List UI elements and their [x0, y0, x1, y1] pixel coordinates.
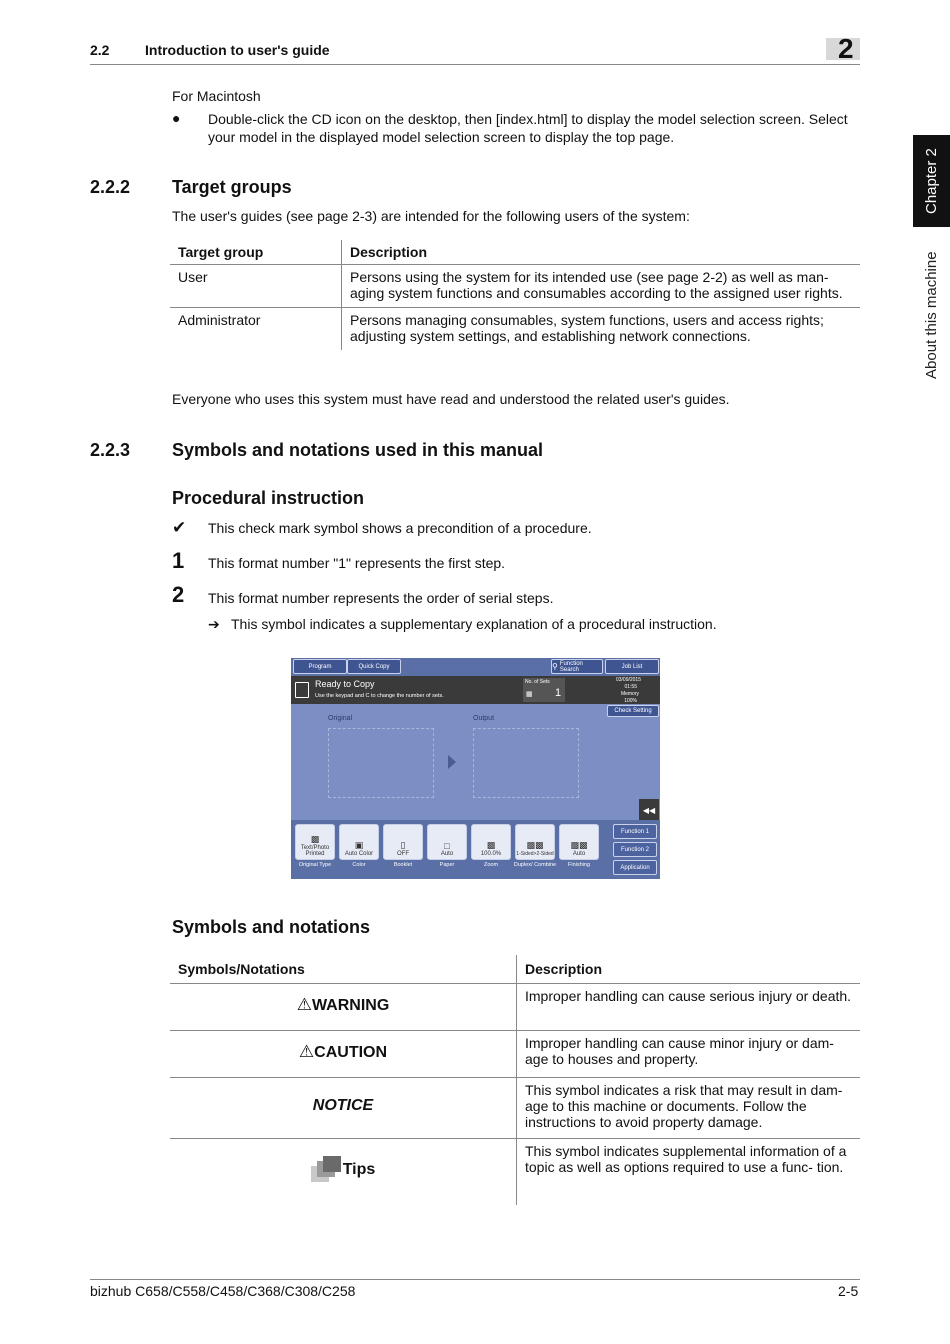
copy-icon	[295, 682, 309, 698]
date: 03/09/2015	[615, 677, 641, 683]
header-section-number: 2.2	[90, 42, 110, 58]
keypad-icon: ▦	[526, 691, 533, 698]
memory-value: 100%	[624, 698, 637, 704]
tile-caption: Color	[352, 862, 366, 868]
output-label: Output	[473, 715, 495, 722]
tips-pages-icon	[311, 1156, 343, 1184]
tile-value: Auto	[572, 851, 586, 857]
warning-triangle-icon: ⚠	[298, 1041, 315, 1061]
program-tab[interactable]: Program	[293, 659, 347, 674]
table-row	[170, 1139, 860, 1206]
table-row	[170, 1031, 860, 1078]
table-row	[170, 265, 860, 308]
chapter-number: 2	[838, 33, 854, 64]
check-setting-button[interactable]: Check Setting	[607, 705, 659, 717]
table-row	[170, 308, 860, 351]
tile-caption: Zoom	[483, 862, 499, 868]
target-groups-note: Everyone who uses this system must have read and understood the related user's guides.	[172, 391, 730, 407]
finishing-tile[interactable]	[559, 824, 599, 860]
target-groups-table	[170, 240, 860, 350]
tips-symbol	[170, 1139, 517, 1206]
bullet-dot: ●	[172, 110, 181, 126]
tile-value: 100.0%	[480, 851, 502, 857]
mac-label: For Macintosh	[172, 88, 261, 104]
symbol-label: Tips	[342, 1161, 376, 1179]
section-number-target-groups: 2.2.2	[90, 177, 131, 197]
application-button[interactable]: Application	[613, 860, 657, 875]
section-number-symbols: 2.2.3	[90, 440, 131, 460]
notations-title: Symbols and notations	[172, 917, 371, 937]
tile-caption: Booklet	[393, 862, 413, 868]
table-header: Symbols/Notations	[170, 955, 517, 984]
section-title-symbols: Symbols and notations used in this manual	[172, 440, 544, 460]
step-number-2: 2	[172, 582, 185, 607]
table-cell: Improper handling can cause serious injury or death.	[517, 984, 861, 1031]
table-cell: Improper handling can cause minor injury or dam- age to houses and property.	[517, 1031, 861, 1078]
table-header: Target group	[170, 240, 342, 265]
target-groups-intro: The user's guides (see page 2-3) are intended for the following users of the system:	[172, 208, 690, 224]
notice-symbol: NOTICE	[170, 1078, 517, 1139]
booklet-icon: ▯	[400, 840, 406, 850]
tile-value: Auto Color	[344, 851, 374, 857]
side-section-label: About this machine	[923, 251, 940, 379]
chapter-side-tab-label: Chapter 2	[923, 148, 940, 214]
header-rule	[90, 64, 860, 65]
sets-label: No. of Sets	[525, 679, 550, 685]
paper-tile[interactable]	[427, 824, 467, 860]
finishing-icon: ▩▩	[570, 840, 588, 850]
memory-label: Memory	[620, 691, 639, 697]
original-type-tile[interactable]	[295, 824, 335, 860]
table-row	[170, 984, 860, 1031]
copy-screen-screenshot	[291, 658, 660, 879]
arrow-right-icon	[448, 755, 456, 769]
notations-table	[170, 955, 860, 1205]
step-2-text: This format number represents the order of serial steps.	[208, 590, 554, 606]
text-photo-icon: ▩	[310, 834, 320, 844]
header-title: Introduction to user's guide	[145, 42, 330, 58]
procedural-title: Procedural instruction	[172, 488, 365, 508]
original-label: Original	[328, 715, 353, 722]
collapse-icon[interactable]: ◀◀	[639, 799, 659, 821]
zoom-icon: ▩	[486, 840, 496, 850]
arrow-text: This symbol indicates a supplementary explanation of a procedural instruction.	[231, 616, 717, 632]
duplex-icon: ▩▩	[526, 840, 544, 850]
warning-symbol	[170, 984, 517, 1031]
function-search-label: Function Search	[559, 660, 583, 673]
tile-value: Text/Photo Printed	[300, 845, 330, 857]
color-tile[interactable]	[339, 824, 379, 860]
check-text: This check mark symbol shows a precondition of a procedure.	[208, 520, 592, 536]
sets-box[interactable]	[523, 678, 565, 702]
output-preview	[473, 728, 579, 798]
footer-rule	[90, 1279, 860, 1280]
table-cell: User	[170, 265, 342, 308]
status-title: Ready to Copy	[315, 679, 375, 689]
function-2-button[interactable]: Function 2	[613, 842, 657, 857]
time: 01:55	[624, 684, 637, 690]
table-cell: This symbol indicates a risk that may result in dam- age to this machine or documents. Follow the instructions to avoid property damage.	[517, 1078, 861, 1139]
table-header: Description	[342, 240, 861, 265]
table-cell: Persons using the system for its intended use (see page 2-2) as well as man- aging system functions and consumables according to the assigned user rights.	[342, 265, 861, 308]
function-search-button[interactable]	[551, 659, 603, 674]
search-icon: ⚲	[552, 662, 558, 671]
original-preview	[328, 728, 434, 798]
footer-page-number: 2-5	[838, 1283, 859, 1299]
job-list-tab[interactable]: Job List	[605, 659, 659, 674]
color-icon: ▣	[354, 840, 364, 850]
booklet-tile[interactable]	[383, 824, 423, 860]
step-number-1: 1	[172, 548, 185, 573]
table-row	[170, 1078, 860, 1139]
table-cell: Persons managing consumables, system functions, users and access rights; adjusting system settings, and establishing network connections.	[350, 312, 824, 344]
warning-triangle-icon: ⚠	[296, 994, 312, 1014]
tile-caption: Finishing	[567, 862, 590, 868]
table-header: Description	[517, 955, 861, 984]
tile-caption: Original Type	[298, 862, 332, 868]
symbol-label: WARNING	[311, 996, 390, 1014]
tile-caption: Duplex/ Combine	[513, 862, 557, 868]
mac-instruction: Double-click the CD icon on the desktop, then [index.html] to display the model selection screen. Select your model in the displayed model selection screen to display the top page.	[208, 111, 848, 145]
table-cell: Administrator	[170, 308, 342, 351]
arrow-icon: ➔	[208, 616, 220, 632]
status-bar	[291, 676, 660, 704]
tile-caption: Paper	[439, 862, 455, 868]
caution-symbol	[170, 1031, 517, 1078]
step-1-text: This format number "1" represents the first step.	[208, 555, 506, 571]
section-title-target-groups: Target groups	[172, 177, 292, 197]
tile-value: OFF	[397, 851, 409, 857]
sets-value: 1	[555, 687, 562, 699]
tile-value: 1-Sided>2-Sided	[516, 851, 554, 857]
check-mark-icon: ✔	[172, 518, 187, 537]
quick-copy-tab[interactable]: Quick Copy	[347, 659, 401, 674]
footer-model: bizhub C658/C558/C458/C368/C308/C258	[90, 1283, 356, 1299]
zoom-tile[interactable]	[471, 824, 511, 860]
function-1-button[interactable]: Function 1	[613, 824, 657, 839]
tile-value: Auto	[440, 851, 454, 857]
status-subtitle: Use the keypad and C to change the number of sets.	[315, 693, 444, 699]
duplex-tile[interactable]	[515, 824, 555, 860]
symbol-label: CAUTION	[314, 1043, 388, 1061]
paper-icon: □	[444, 841, 450, 851]
table-cell: This symbol indicates supplemental information of a topic as well as options required to use a func- tion.	[525, 1143, 847, 1175]
